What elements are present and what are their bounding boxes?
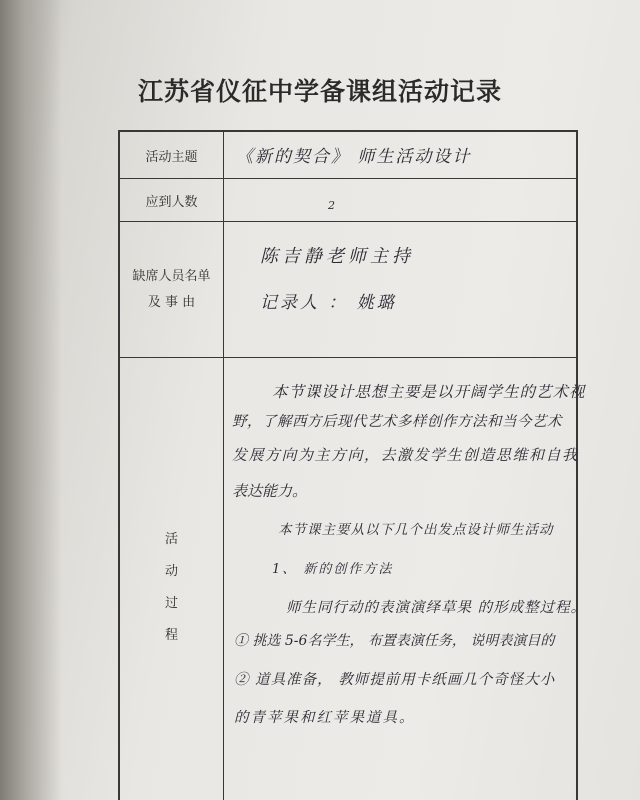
- absent-line1: 陈吉静老师主持: [260, 246, 414, 267]
- absent-label-line2: 及 事 由: [147, 294, 196, 310]
- page-title: 江苏省仪征中学备课组活动记录: [137, 77, 502, 106]
- topic-value-cell: [224, 132, 576, 178]
- topic-label: 活动主题: [120, 132, 224, 178]
- process-line: 本节课设计思想主要是以开阔学生的艺术视: [272, 383, 586, 401]
- row-attendance: [120, 179, 576, 222]
- binding-shadow: [0, 0, 62, 800]
- process-label-char: 过: [164, 596, 178, 611]
- process-label-char: 动: [164, 564, 178, 579]
- process-value-cell: [224, 358, 587, 800]
- process-line: 的青苹果和红苹果道具。: [234, 710, 416, 726]
- row-absent: [120, 222, 576, 358]
- process-line: 师生同行动的表演演绎草果 的形成整过程。: [286, 600, 587, 616]
- process-line: ① 挑选 5-6名学生， 布置表演任务， 说明表演目的: [234, 633, 555, 649]
- process-line: ② 道具准备， 教师提前用卡纸画几个奇怪大小: [234, 672, 556, 688]
- record-table: [118, 130, 587, 800]
- attendance-label: 应到人数: [120, 179, 224, 221]
- process-line: 1、 新的创作方法: [272, 562, 394, 577]
- attendance-value: 2: [328, 199, 335, 212]
- process-line: 本节课主要从以下几个出发点设计师生活动: [278, 522, 554, 538]
- topic-value: 《新的契合》 师生活动设计: [236, 147, 472, 167]
- process-line: 发展方向为主方向，去激发学生创造思维和自我: [232, 446, 579, 464]
- absent-line2: 记录人 ： 姚璐: [260, 293, 397, 313]
- process-line: 野，了解西方后现代艺术多样创作方法和当今艺术: [232, 414, 562, 430]
- absent-label-line1: 缺席人员名单: [132, 268, 211, 284]
- row-topic: [120, 132, 576, 179]
- absent-label: [120, 222, 224, 357]
- absent-value-cell: [224, 222, 576, 357]
- process-line: 表达能力。: [232, 482, 308, 500]
- process-label-char: 活: [164, 532, 178, 547]
- row-process: [120, 358, 587, 800]
- attendance-value-cell: [224, 179, 576, 221]
- process-label-char: 程: [164, 628, 178, 643]
- process-label: [120, 358, 224, 800]
